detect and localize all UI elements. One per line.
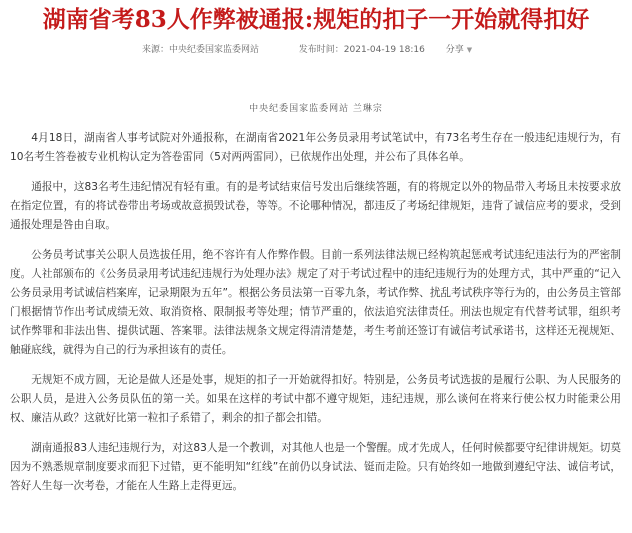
source-label: 来源：中央纪委国家监委网站 xyxy=(142,45,260,55)
article-paragraph: 4月18日，湖南省人事考试院对外通报称，在湖南省2021年公务员录用考试笔试中，有73名考生存在一般违纪违规行为，有10名考生答卷被专业机构认定为答卷雷同（5对两两雷同），已依规作出处理，并公布了具体名单。 xyxy=(10,132,621,163)
article-title: 湖南省考83人作弊被通报:规矩的扣子一开始就得扣好 xyxy=(42,6,590,33)
article-meta xyxy=(142,44,472,56)
article-paragraph: 无规矩不成方圆，无论是做人还是处事，规矩的扣子一开始就得扣好。特别是，公务员考试选拔的是履行公职、为人民服务的公职人员，是进入公务员队伍的第一关。如果在这样的考试中都不遵守规矩，违纪违规，那么谈何在将来行使公权力时能秉公用权、廉洁从政？这就好比第一粒扣子系错了，剩余的扣子都会扣错。 xyxy=(10,374,621,424)
article-byline: 中央纪委国家监委网站 兰琳宗 xyxy=(249,104,383,114)
article-body xyxy=(10,129,621,507)
publish-time: 发布时间：2021-04-19 18:16 xyxy=(298,45,425,55)
article-paragraph: 湖南通报83人违纪违规行为，对这83人是一个教训，对其他人也是一个警醒。成才先成人，任何时候都要守纪律讲规矩。切莫因为不熟悉规章制度要求而犯下过错，更不能明知“红线”在前仍以身试法、铤而走险。只有始终如一地做到遵纪守法、诚信考试，答好人生每一次考卷，才能在人生路上走得更远。 xyxy=(10,442,621,492)
share-button[interactable] xyxy=(446,45,472,55)
article-paragraph: 公务员考试事关公职人员选拔任用，绝不容许有人作弊作假。目前一系列法律法规已经构筑起惩戒考试违纪违法行为的严密制度。人社部颁布的《公务员录用考试违纪违规行为处理办法》规定了对于考试过程中的违纪违规行为的处理方式，其中严重的“记入公务员录用考试诚信档案库，记录期限为五年”。根据公务员法第一百零九条，考试作弊、扰乱考试秩序等行为的，由公务员主管部门根据情节作出考试成绩无效、取消资格、限制报考等处理；情节严重的，依法追究法律责任。刑法也规定有代替考试罪，组织考试作弊罪和非法出售、提供试题、答案罪。法律法规条文规定得清清楚楚，考生考前还签订有诚信考试承诺书，这样还无视规矩、触碰底线，就得为自己的行为承担该有的责任。 xyxy=(10,249,621,356)
article-paragraph: 通报中，这83名考生违纪情况有轻有重。有的是考试结束信号发出后继续答题，有的将规定以外的物品带入考场且未按要求放在指定位置，有的将试卷带出考场或故意损毁试卷，等等。不论哪种情况，都违反了考场纪律规矩，违背了诚信应考的要求，受到通报处理是咎由自取。 xyxy=(10,181,621,231)
share-label: 分享 xyxy=(445,45,464,55)
chevron-down-icon: ▼ xyxy=(466,46,473,54)
